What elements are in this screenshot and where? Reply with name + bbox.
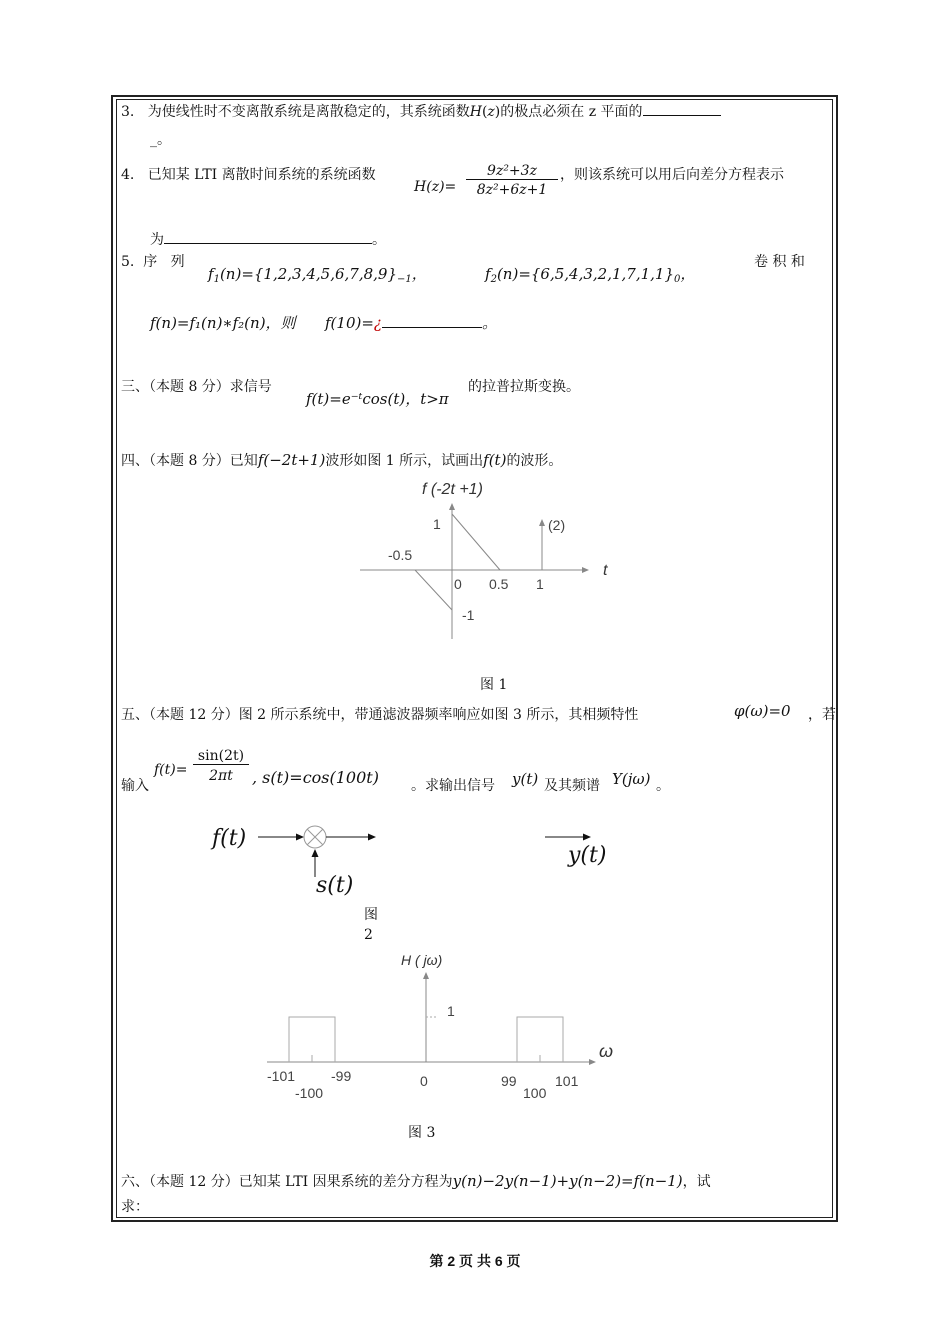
figure-2: [200, 815, 630, 905]
fig1-y1: 1: [433, 516, 441, 532]
section-6: 六、（本题 12 分）已知某 LTI 因果系统的差分方程为y(n)−2y(n−1)+y(n−2)=f(n−1)，试: [121, 1172, 711, 1190]
question-5: 5. 序 列: [121, 254, 185, 270]
fig3-axis: ω: [599, 1041, 614, 1061]
q5-line2: f(n)=f₁(n)∗f₂(n)，则: [150, 314, 296, 332]
section-4: 四、（本题 8 分）已知f(−2t+1)波形如图 1 所示，试画出f(t)的波形。: [121, 451, 563, 469]
page-footer: 第 2 页 共 6 页: [429, 1253, 521, 1269]
q5-tail: 卷 积 和: [754, 254, 805, 270]
fig1-x05: 0.5: [489, 576, 509, 592]
section-5-Yjw: Y(jω): [612, 770, 651, 788]
fig3-x100: 100: [523, 1085, 547, 1101]
section-5-mid: 。求输出信号: [411, 778, 495, 794]
figure-3: [255, 945, 635, 1105]
figure-1: [340, 474, 620, 704]
section-5-phi: φ(ω)=0: [734, 702, 791, 720]
section-5-ft: f(t)=: [154, 762, 188, 778]
fig2-s: s(t): [316, 873, 354, 898]
section-5-end: 。: [656, 778, 670, 794]
section-5-tail: ，若: [808, 707, 836, 723]
figure-2-caption-1: 图: [364, 907, 378, 923]
fig3-xm99: -99: [331, 1068, 352, 1084]
section-3-tail: 的拉普拉斯变换。: [468, 379, 580, 395]
fig2-y: y(t): [568, 843, 607, 868]
section-5-label: 五、（本题 12 分）图 2 所示系统中，带通滤波器频率响应如图 3 所示，其相频特性: [121, 707, 639, 723]
figure-2-caption-2: 2: [364, 927, 373, 943]
q5-f10: f(10)=¿ 。: [325, 314, 497, 332]
q5-f1: $f_1(n)=\{1,2,3,4,5,6,7,8,9\}_{-1}$，: [208, 265, 427, 285]
fig1-xneg: -0.5: [388, 547, 413, 563]
fig1-ramp-down: [452, 514, 500, 570]
q4-fraction: $\frac{\text{9z²+3z}}{\text{8z²+6z+1}}$: [466, 163, 558, 198]
question-3: 3. 为使线性时不变离散系统是离散稳定的，其系统函数H(z)的极点必须在 z 平面的: [121, 102, 721, 121]
section-5-mid2: 及其频谱: [544, 778, 600, 794]
section-3-label: 三、（本题 8 分）求信号: [121, 379, 272, 395]
figure-3-caption: 图 3: [408, 1125, 436, 1141]
figure-1-caption: 图 1: [480, 677, 508, 693]
section-5-input: 输入: [121, 778, 149, 794]
fig1-title: f (-2t +1): [422, 481, 483, 498]
section-5-yt: y(t): [512, 770, 539, 788]
question-3-cont: _。: [150, 132, 171, 148]
section-5-s: , s(t)=cos(100t): [252, 768, 379, 787]
section-5-frac: $\frac{\sin(2t)}{2\pi t}$: [193, 748, 249, 784]
q5-f2: $f_2(n)=\{6,5,4,3,2,1,7,1,1\}_0$，: [485, 265, 696, 285]
question-4-answer: 为 。: [150, 232, 386, 248]
fig1-axis: t: [603, 562, 608, 579]
fig1-origin: 0: [454, 576, 462, 592]
question-4: 4. 已知某 LTI 离散时间系统的系统函数: [121, 167, 376, 183]
fig1-ramp-neg: [415, 570, 452, 610]
fig1-x1: 1: [536, 576, 544, 592]
section-6-line2: 求：: [121, 1199, 149, 1215]
fig1-ym1: -1: [462, 607, 475, 623]
fig2-f: f(t): [212, 826, 247, 851]
fig3-x99: 99: [501, 1073, 517, 1089]
fig3-x101: 101: [555, 1073, 579, 1089]
fig3-xm101: -101: [267, 1068, 296, 1084]
question-4-tail: ，则该系统可以用后向差分方程表示: [560, 167, 784, 183]
fig3-title: H ( jω): [401, 952, 443, 968]
fig3-level: 1: [447, 1003, 455, 1019]
fig3-x0: 0: [420, 1073, 428, 1089]
fig3-xm100: -100: [295, 1085, 324, 1101]
q4-H-lhs: H(z)=: [414, 179, 457, 195]
section-3-formula: f(t)=e⁻ᵗcos(t)，t>π: [306, 390, 449, 408]
fig1-impulse-label: (2): [548, 517, 566, 533]
